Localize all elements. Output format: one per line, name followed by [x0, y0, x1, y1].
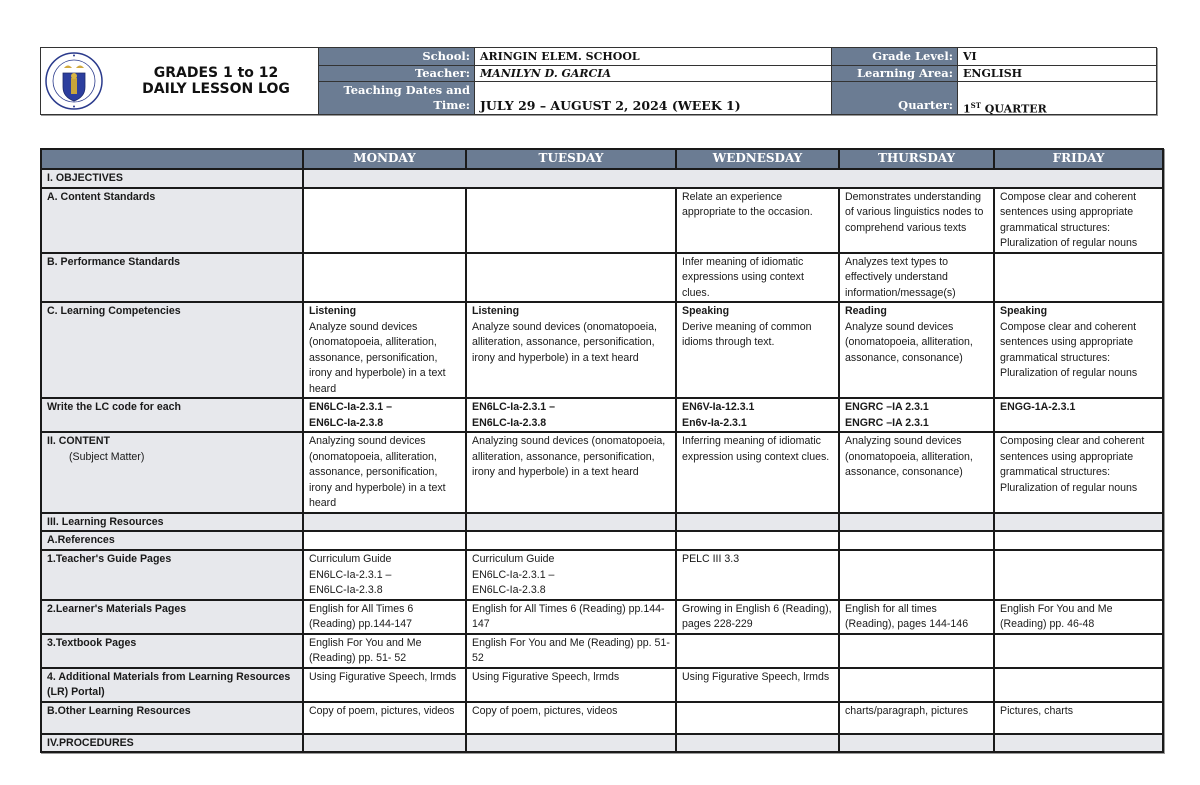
references-friday[interactable] [994, 531, 1163, 550]
references-monday[interactable] [303, 531, 466, 550]
additional-materials-label: 4. Additional Materials from Learning Resources (LR) Portal) [41, 668, 303, 702]
other-resources-label: B.Other Learning Resources [41, 702, 303, 734]
lc-code-monday[interactable] [303, 398, 466, 432]
content-standards-row [41, 188, 1163, 253]
lesson-log-header [40, 47, 1157, 115]
lc-code-line: EN6LC-Ia-2.3.1 – [472, 401, 556, 413]
content-tuesday[interactable]: Analyzing sound devices (onomatopoeia, alliteration, assonance, personification, irony and hyperbole) in a text heard [466, 432, 676, 513]
performance-standards-friday[interactable] [994, 253, 1163, 303]
teachers-guide-thursday[interactable] [839, 550, 994, 600]
performance-standards-tuesday[interactable] [466, 253, 676, 303]
content-standards-label: A. Content Standards [41, 188, 303, 253]
procedures-label: IV.PROCEDURES [41, 734, 303, 753]
procedures-thursday[interactable] [839, 734, 994, 753]
learning-competencies-thursday[interactable] [839, 302, 994, 398]
learners-materials-thursday[interactable]: English for all times (Reading), pages 144-146 [839, 600, 994, 634]
textbook-wednesday[interactable] [676, 634, 839, 668]
learning-resources-friday[interactable] [994, 513, 1163, 532]
other-resources-friday[interactable]: Pictures, charts [994, 702, 1163, 734]
learning-resources-monday[interactable] [303, 513, 466, 532]
textbook-friday[interactable] [994, 634, 1163, 668]
competency-skill: Reading [845, 305, 887, 317]
lc-code-tuesday[interactable] [466, 398, 676, 432]
content-friday[interactable]: Composing clear and coherent sentences using appropriate grammatical structures: Pluralization of regular nouns [994, 432, 1163, 513]
competency-text: Analyze sound devices (onomatopoeia, alliteration, assonance, consonance) [845, 320, 973, 364]
document-title [116, 65, 316, 97]
title-line-1: GRADES 1 to 12 [153, 65, 279, 81]
guide-line: Curriculum Guide [309, 553, 392, 565]
learning-competencies-friday[interactable] [994, 302, 1163, 398]
day-header-row [41, 149, 1163, 169]
quarter-number: 1 [963, 102, 971, 116]
competency-skill: Listening [472, 305, 520, 317]
procedures-friday[interactable] [994, 734, 1163, 753]
additional-materials-friday[interactable] [994, 668, 1163, 702]
lc-code-line: EN6LC-Ia-2.3.8 [309, 416, 384, 429]
dates-label-line-1: Teaching Dates and [343, 83, 470, 97]
other-resources-thursday[interactable]: charts/paragraph, pictures [839, 702, 994, 734]
objectives-label: I. OBJECTIVES [41, 169, 303, 188]
competency-text: Compose clear and coherent sentences using appropriate grammatical structures: Pluralization of regular nouns [1000, 320, 1138, 379]
quarter-label: Quarter: [831, 82, 957, 114]
learning-competencies-row [41, 302, 1163, 398]
content-label-text: II. CONTENT [47, 435, 110, 447]
guide-line: EN6LC-Ia-2.3.8 [472, 584, 546, 596]
lc-code-line: ENGG-1A-2.3.1 [1000, 401, 1076, 413]
grade-level-field[interactable]: VI [957, 48, 1156, 66]
learning-competencies-tuesday[interactable] [466, 302, 676, 398]
procedures-wednesday[interactable] [676, 734, 839, 753]
other-resources-row [41, 702, 1163, 734]
content-standards-thursday[interactable]: Demonstrates understanding of various linguistics nodes to comprehend various texts [839, 188, 994, 253]
learning-resources-thursday[interactable] [839, 513, 994, 532]
learners-materials-tuesday[interactable]: English for All Times 6 (Reading) pp.144-147 [466, 600, 676, 634]
textbook-thursday[interactable] [839, 634, 994, 668]
content-thursday[interactable]: Analyzing sound devices (onomatopoeia, alliteration, assonance, consonance) [839, 432, 994, 513]
learning-resources-wednesday[interactable] [676, 513, 839, 532]
quarter-field[interactable] [957, 82, 1156, 114]
grade-level-label: Grade Level: [831, 48, 957, 66]
objectives-row [41, 169, 1163, 188]
teachers-guide-monday[interactable] [303, 550, 466, 600]
lc-code-line: ENGRC –IA 2.3.1 [845, 401, 929, 413]
guide-line: PELC III 3.3 [682, 553, 740, 565]
textbook-label: 3.Textbook Pages [41, 634, 303, 668]
additional-materials-thursday[interactable] [839, 668, 994, 702]
lc-code-line: EN6V-Ia-12.3.1 [682, 401, 755, 413]
competency-text: Analyze sound devices (onomatopoeia, alliteration, assonance, personification, irony and hyperbole) in a text heard [472, 320, 657, 364]
procedures-tuesday[interactable] [466, 734, 676, 753]
teachers-guide-tuesday[interactable] [466, 550, 676, 600]
lc-code-line: ENGRC –IA 2.3.1 [845, 416, 929, 429]
learners-materials-label: 2.Learner's Materials Pages [41, 600, 303, 634]
learners-materials-wednesday[interactable]: Growing in English 6 (Reading), pages 228-229 [676, 600, 839, 634]
title-line-2: DAILY LESSON LOG [142, 81, 290, 97]
learners-materials-row [41, 600, 1163, 634]
content-row [41, 432, 1163, 513]
references-label: A.References [41, 531, 303, 550]
learning-resources-label: III. Learning Resources [41, 513, 303, 532]
deped-seal-icon [44, 51, 104, 111]
day-header-tuesday: TUESDAY [466, 149, 676, 169]
references-wednesday[interactable] [676, 531, 839, 550]
guide-line: Curriculum Guide [472, 553, 555, 565]
lc-code-line: En6v-Ia-2.3.1 [682, 416, 747, 429]
references-row [41, 531, 1163, 550]
teaching-dates-label [319, 82, 474, 114]
day-header-monday: MONDAY [303, 149, 466, 169]
competency-text: Analyze sound devices (onomatopoeia, alliteration, assonance, personification, irony and hyperbole) in a text heard [309, 320, 446, 395]
guide-line: EN6LC-Ia-2.3.8 [309, 584, 383, 596]
school-field[interactable]: ARINGIN ELEM. SCHOOL [474, 48, 831, 66]
teacher-label: Teacher: [319, 66, 474, 82]
additional-materials-row [41, 668, 1163, 702]
lc-code-thursday[interactable] [839, 398, 994, 432]
lc-code-friday[interactable] [994, 398, 1163, 432]
lc-code-row [41, 398, 1163, 432]
performance-standards-row [41, 253, 1163, 303]
teachers-guide-friday[interactable] [994, 550, 1163, 600]
guide-line: EN6LC-Ia-2.3.1 – [472, 568, 555, 581]
guide-line: EN6LC-Ia-2.3.1 – [309, 568, 392, 581]
teachers-guide-wednesday[interactable] [676, 550, 839, 600]
performance-standards-monday[interactable] [303, 253, 466, 303]
content-wednesday[interactable]: Inferring meaning of idiomatic expression using context clues. [676, 432, 839, 513]
quarter-text: QUARTER [980, 102, 1047, 116]
corner-header [41, 149, 303, 169]
textbook-monday[interactable]: English For You and Me (Reading) pp. 51- 52 [303, 634, 466, 668]
performance-standards-wednesday[interactable]: Infer meaning of idiomatic expressions using context clues. [676, 253, 839, 303]
additional-materials-monday[interactable]: Using Figurative Speech, lrmds [303, 668, 466, 702]
teachers-guide-label: 1.Teacher's Guide Pages [41, 550, 303, 600]
textbook-tuesday[interactable]: English For You and Me (Reading) pp. 51- 52 [466, 634, 676, 668]
objectives-cell[interactable] [303, 169, 1163, 188]
content-standards-monday[interactable] [303, 188, 466, 253]
content-sublabel: (Subject Matter) [69, 450, 145, 463]
competency-text: Derive meaning of common idioms through text. [682, 320, 812, 348]
competency-skill: Listening [309, 305, 357, 317]
textbook-row [41, 634, 1163, 668]
content-standards-friday[interactable]: Compose clear and coherent sentences using appropriate grammatical structures: Pluralization of regular nouns [994, 188, 1163, 253]
performance-standards-thursday[interactable]: Analyzes text types to effectively understand information/message(s) [839, 253, 994, 303]
school-label: School: [319, 48, 474, 66]
day-header-friday: FRIDAY [994, 149, 1163, 169]
lc-code-wednesday[interactable] [676, 398, 839, 432]
day-header-wednesday: WEDNESDAY [676, 149, 839, 169]
learning-area-label: Learning Area: [831, 66, 957, 82]
teacher-field[interactable]: MANILYN D. GARCIA [474, 66, 831, 82]
quarter-ordinal: ST [970, 101, 981, 110]
performance-standards-label: B. Performance Standards [41, 253, 303, 303]
other-resources-tuesday[interactable]: Copy of poem, pictures, videos [466, 702, 676, 734]
content-monday[interactable]: Analyzing sound devices (onomatopoeia, alliteration, assonance, personification, irony and hyperbole) in a text heard [303, 432, 466, 513]
references-tuesday[interactable] [466, 531, 676, 550]
learners-materials-friday[interactable]: English For You and Me (Reading) pp. 46-48 [994, 600, 1163, 634]
references-thursday[interactable] [839, 531, 994, 550]
learning-competencies-monday[interactable] [303, 302, 466, 398]
learning-resources-row [41, 513, 1163, 532]
teaching-dates-field[interactable]: JULY 29 – AUGUST 2, 2024 (WEEK 1) [474, 82, 831, 114]
competency-skill: Speaking [1000, 305, 1048, 317]
competency-skill: Speaking [682, 305, 730, 317]
learners-materials-monday[interactable]: English for All Times 6 (Reading) pp.144-147 [303, 600, 466, 634]
additional-materials-wednesday[interactable]: Using Figurative Speech, lrmds [676, 668, 839, 702]
content-standards-tuesday[interactable] [466, 188, 676, 253]
teachers-guide-row [41, 550, 1163, 600]
other-resources-wednesday[interactable] [676, 702, 839, 734]
content-standards-wednesday[interactable]: Relate an experience appropriate to the occasion. [676, 188, 839, 253]
learning-resources-tuesday[interactable] [466, 513, 676, 532]
content-label [41, 432, 303, 513]
learning-competencies-label: C. Learning Competencies [41, 302, 303, 398]
learning-area-field[interactable]: ENGLISH [957, 66, 1156, 82]
lc-code-line: EN6LC-Ia-2.3.1 – [309, 401, 393, 413]
procedures-row [41, 734, 1163, 753]
learning-competencies-wednesday[interactable] [676, 302, 839, 398]
dates-label-line-2: Time: [433, 98, 470, 112]
lc-code-line: EN6LC-Ia-2.3.8 [472, 416, 547, 429]
day-header-thursday: THURSDAY [839, 149, 994, 169]
additional-materials-tuesday[interactable]: Using Figurative Speech, lrmds [466, 668, 676, 702]
title-cell [41, 48, 319, 114]
procedures-monday[interactable] [303, 734, 466, 753]
daily-lesson-log-table [40, 148, 1164, 753]
other-resources-monday[interactable]: Copy of poem, pictures, videos [303, 702, 466, 734]
lc-code-label: Write the LC code for each [41, 398, 303, 432]
